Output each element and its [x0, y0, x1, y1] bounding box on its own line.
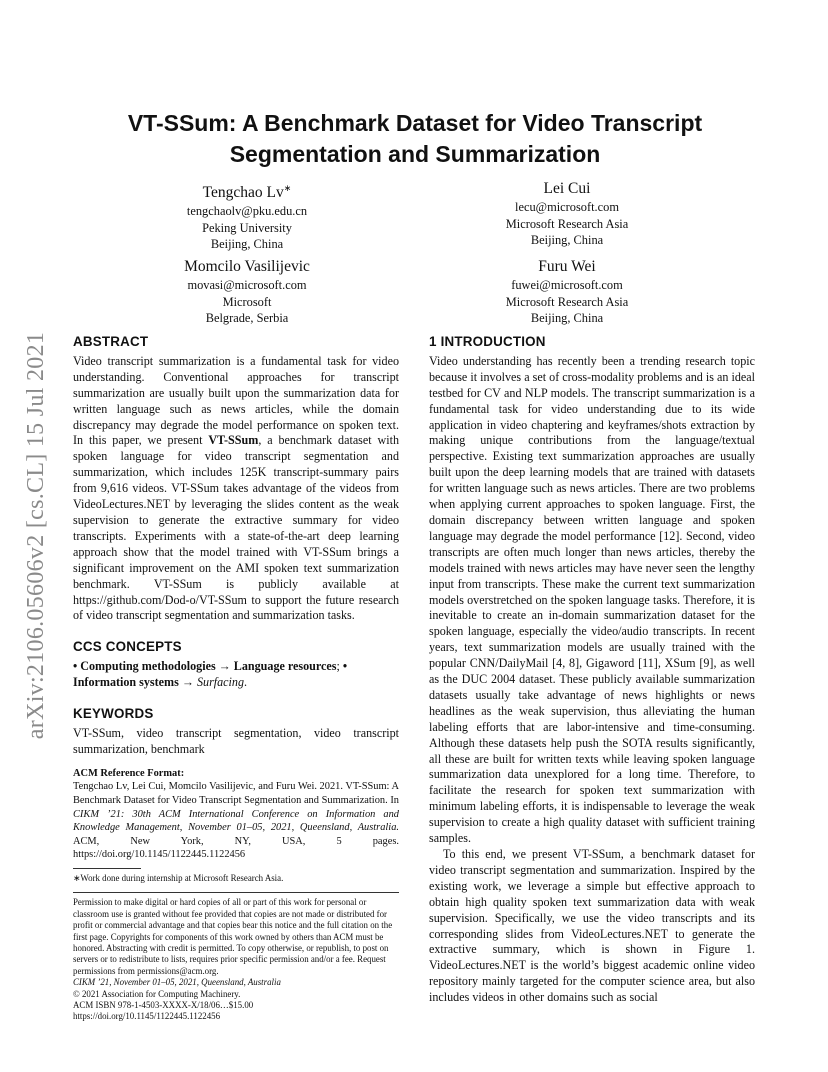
ccs-concepts [73, 659, 399, 691]
introduction-paragraph-2: To this end, we present VT-SSum, a benchmark dataset for video transcript segmentation and summarization. Inspired by the existing work, we leverage a simple but effective approach to obtain high quality spoken text summarization data with weak supervision. Specifically, we use the video transcripts and its corresponding slides from VideoLectures.NET to generate the extractive summary, which is shown in Figure 1. VideoLectures.NET is the world’s biggest academic online video repository mainly targeted for the computer science area, but also includes videos in other domains such as social [429, 847, 755, 1005]
abstract-dataset-name: VT-SSum [208, 433, 259, 448]
ccs-end: . [244, 675, 248, 690]
author-name: Tengchao Lv [202, 184, 284, 202]
ccs-concept-1: • Computing methodologies → Language resources [73, 659, 337, 674]
acm-reference-part: ACM, New York, NY, USA, 5 pages. https://doi.org/10.1145/1122445.1122456 [73, 835, 399, 861]
author-location: Beijing, China [530, 233, 604, 248]
acm-reference-part: Tengchao Lv, Lei Cui, Momcilo Vasilijevic, and Furu Wei. 2021. VT-SSum: A Benchmark Dataset for Video Transcript Segmentation and Summarization. In [73, 781, 399, 806]
ccs-separator: ; [336, 659, 343, 674]
author-email: tengchaolv@pku.edu.cn [186, 204, 308, 219]
author-email: fuwei@microsoft.com [511, 278, 623, 292]
left-column [73, 334, 399, 1023]
author-affiliation: Microsoft Research Asia [505, 216, 629, 231]
footnote: ∗Work done during internship at Microsoft Research Asia. [73, 872, 284, 883]
introduction-heading: 1 INTRODUCTION [429, 334, 546, 349]
permission-rule [73, 892, 399, 893]
title-line-1: VT-SSum: A Benchmark Dataset for Video Transcript [127, 110, 703, 136]
author-affiliation: Peking University [202, 220, 292, 235]
doi-line: https://doi.org/10.1145/1122445.1122456 [73, 1011, 221, 1022]
conference-line: CIKM ’21, November 01–05, 2021, Queensland, Australia [73, 977, 281, 988]
author-location: Beijing, China [210, 237, 284, 252]
author-footnote-mark: ∗ [283, 183, 292, 193]
arxiv-identifier-text: arXiv:2106.05606v2 [cs.CL] 15 Jul 2021 [23, 331, 50, 739]
abstract-text-part: , a benchmark dataset with spoken language for video transcript segmentation and summarization, which includes 125K transcript-summary pairs from 9,616 videos. VT-SSum takes advantage of the videos from VideoLectures.NET by leveraging the slides content as the weak supervision to generate the extractive summary for video transcripts. Experiments with a state-of-the-art deep learning approach show that the model trained with VT-SSum brings a significant improvement on the AMI spoken text summarization benchmark. VT-SSum is publicly available at https://github.com/Dod-o/VT-SSum to support the future research of video transcript segmentation and summarization tasks. [73, 433, 399, 623]
paper-title [90, 108, 740, 170]
keywords-heading: KEYWORDS [73, 706, 154, 722]
ccs-concept-2: • Information systems [73, 659, 348, 690]
permission-notice [73, 897, 399, 1022]
ccs-arrow: → [178, 675, 197, 690]
copyright-line: © 2021 Association for Computing Machinery. [73, 988, 241, 999]
title-line-2: Segmentation and Summarization [229, 141, 601, 167]
isbn-line: ACM ISBN 978-1-4503-XXXX-X/18/06…$15.00 [73, 999, 254, 1010]
author-email: lecu@microsoft.com [515, 200, 619, 214]
author-block-2 [437, 178, 697, 249]
author-name: Furu Wei [538, 258, 596, 275]
abstract-text [73, 354, 399, 624]
permission-text: Permission to make digital or hard copies of all or part of this work for personal or classroom use is granted without fee provided that copies are not made or distributed for profit or commercial advantage and that copies bear this notice and the full citation on the first page. Copyrights for components of this work owned by others than ACM must be honored. Abstracting with credit is permitted. To copy otherwise, or republish, to post on servers or to redistribute to lists, requires prior specific permission and/or a fee. Request permissions from permissions@acm.org. [73, 897, 393, 976]
author-location: Beijing, China [530, 311, 604, 326]
keywords-text: VT-SSum, video transcript segmentation, video transcript summarization, benchmark [73, 725, 399, 756]
acm-reference-heading: ACM Reference Format: [73, 767, 185, 779]
abstract-heading: ABSTRACT [73, 334, 149, 349]
author-name: Momcilo Vasilijevic [184, 258, 310, 275]
author-block-4 [437, 256, 697, 327]
introduction-paragraph-1: Video understanding has recently been a trending research topic because it involves a set of cross-modality problems and is an ideal testbed for CV and NLP models. The transcript summarization is a fundamental task for video understanding due to its wide application in video chaptering and keyframes/shots extraction by making unique contributions from the language/textual perspective. Existing text summarization approaches are usually built upon the deep learning models that are trained with datasets for written language such as news articles. There are two problems when applying current approaches to spoken language. First, the domain discrepancy between written language and spoken language may degrade the model performance [12]. Second, video transcripts are often much longer than news articles, thereby the models trained with news articles may have never seen the lengthy input from transcripts. These make the current text summarization models overstretched on the spoken language tasks. Therefore, it is inevitable to create an in-domain summarization dataset for the spoken language, especially the video/audio transcripts. In recent years, text summarization models are usually trained with the popular CNN/DailyMail [4, 8], Gigaword [11], XSum [9], as well as the DUC 2004 dataset. These publicly available summarization datasets usually take advantage of news highlights or news headlines as the weak supervision, thus alleviating the human labeling efforts that are labor-intensive and time-consuming. Although these datasets help push the SOTA results significantly, all these are built for written texts while leaving spoken language summarization data unexplored for a long time. Therefore, to facilitate the research for spoken text summarization with minimum labeling efforts, it is indispensable to leverage the weak supervision to create a high quality dataset with sufficient training samples. [429, 353, 755, 846]
author-name: Lei Cui [543, 180, 591, 197]
author-location: Belgrade, Serbia [205, 311, 289, 326]
arxiv-identifier [15, 300, 59, 770]
abstract-text-part: Video transcript summarization is a fundamental task for video understanding. Conventional approaches for transcript summarization are usually built upon the summarization data for written language such as news articles, while the domain discrepancy may degrade the model performance on spoken text. In this paper, we present [73, 353, 399, 448]
author-affiliation: Microsoft Research Asia [505, 294, 629, 309]
acm-reference [73, 767, 399, 862]
author-email: movasi@microsoft.com [187, 278, 307, 292]
author-block-3 [117, 256, 377, 327]
right-column [429, 334, 755, 1006]
ccs-heading: CCS CONCEPTS [73, 639, 182, 655]
acm-reference-text [73, 780, 399, 862]
ccs-concept-3: Surfacing [196, 675, 244, 690]
acm-reference-venue: CIKM ’21: 30th ACM International Conference on Information and Knowledge Management, November 01–05, 2021, Queensland, Australia. [73, 808, 399, 834]
author-affiliation: Microsoft [222, 294, 272, 309]
author-block-1 [117, 178, 377, 253]
footnote-rule [73, 868, 141, 869]
